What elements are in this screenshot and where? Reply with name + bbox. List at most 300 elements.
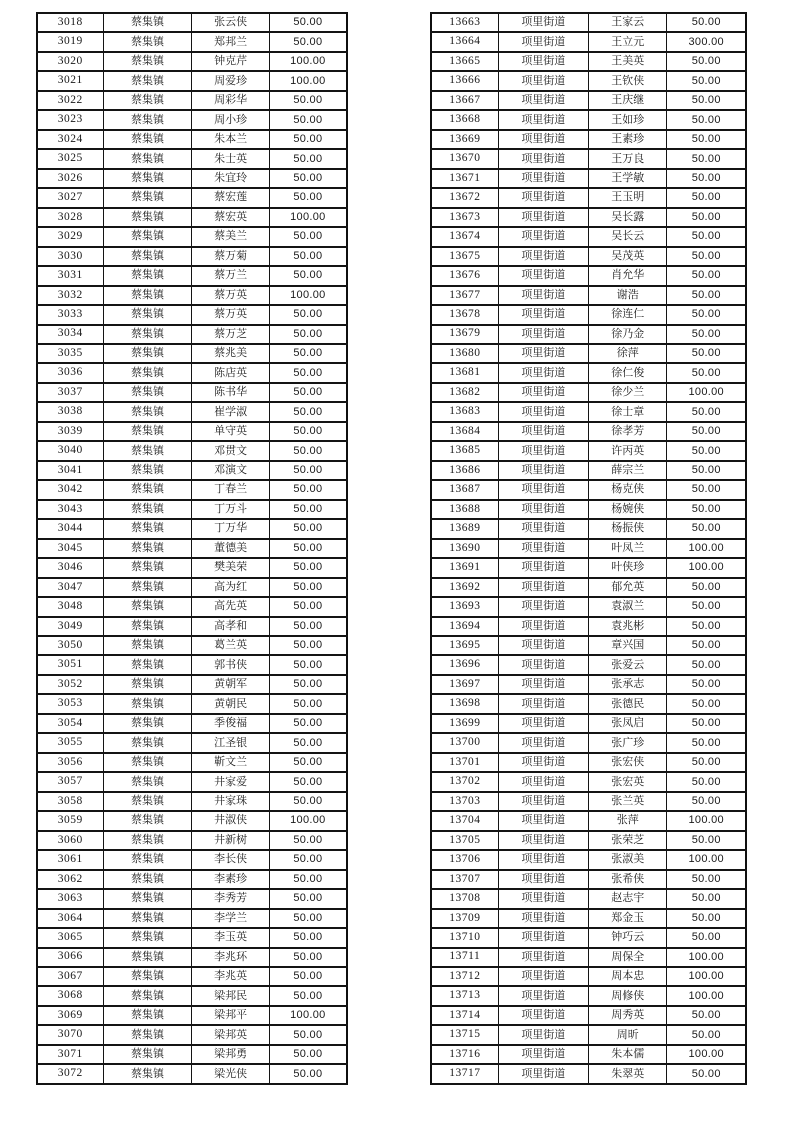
cell-name: 丁万斗 [192,500,269,519]
cell-id: 3024 [37,130,103,149]
table-row [37,363,347,382]
cell-region: 项里街道 [498,480,588,499]
cell-region: 项里街道 [498,558,588,577]
table-row [431,363,746,382]
cell-id: 13687 [431,480,498,499]
cell-amount: 50.00 [667,597,746,616]
table-row [431,130,746,149]
cell-name: 井家珠 [192,792,269,811]
table-row [431,286,746,305]
cell-amount: 50.00 [667,617,746,636]
cell-amount: 50.00 [269,792,347,811]
cell-region: 蔡集镇 [103,597,192,616]
cell-name: 井家爱 [192,772,269,791]
cell-region: 项里街道 [498,1006,588,1025]
cell-name: 梁光侠 [192,1064,269,1084]
cell-id: 3026 [37,169,103,188]
table-row [37,71,347,90]
cell-region: 蔡集镇 [103,831,192,850]
cell-name: 单守英 [192,422,269,441]
cell-amount: 50.00 [667,227,746,246]
cell-amount: 50.00 [269,928,347,947]
cell-region: 项里街道 [498,149,588,168]
cell-region: 项里街道 [498,188,588,207]
cell-id: 3057 [37,772,103,791]
table-row [431,71,746,90]
table-row [37,344,347,363]
cell-region: 项里街道 [498,208,588,227]
cell-region: 蔡集镇 [103,422,192,441]
table-row [37,32,347,51]
cell-name: 朱宜玲 [192,169,269,188]
cell-region: 蔡集镇 [103,286,192,305]
cell-region: 蔡集镇 [103,188,192,207]
cell-region: 项里街道 [498,363,588,382]
table-row [431,753,746,772]
cell-id: 3068 [37,986,103,1005]
cell-name: 崔学淑 [192,402,269,421]
cell-id: 13685 [431,441,498,460]
cell-id: 13713 [431,986,498,1005]
table-row [431,422,746,441]
table-row [431,694,746,713]
cell-region: 蔡集镇 [103,441,192,460]
cell-region: 蔡集镇 [103,792,192,811]
table-row [37,480,347,499]
cell-amount: 50.00 [269,578,347,597]
cell-name: 井新树 [192,831,269,850]
cell-amount: 50.00 [269,247,347,266]
table-row [37,13,347,32]
cell-name: 钟克芹 [192,52,269,71]
table-row [431,558,746,577]
cell-id: 13670 [431,149,498,168]
cell-name: 董德美 [192,539,269,558]
cell-name: 高为红 [192,578,269,597]
cell-id: 13666 [431,71,498,90]
table-row [37,1064,347,1084]
cell-region: 项里街道 [498,402,588,421]
cell-name: 周修侠 [588,986,667,1005]
cell-id: 13695 [431,636,498,655]
cell-region: 项里街道 [498,733,588,752]
cell-amount: 50.00 [667,363,746,382]
table-row [37,52,347,71]
cell-amount: 50.00 [269,948,347,967]
cell-id: 3071 [37,1045,103,1064]
cell-region: 项里街道 [498,753,588,772]
cell-region: 项里街道 [498,675,588,694]
cell-name: 蔡万菊 [192,247,269,266]
cell-id: 13700 [431,733,498,752]
cell-id: 3027 [37,188,103,207]
cell-region: 项里街道 [498,71,588,90]
cell-region: 蔡集镇 [103,986,192,1005]
table-row [37,1025,347,1044]
table-row [37,247,347,266]
cell-amount: 100.00 [667,850,746,869]
cell-amount: 100.00 [667,967,746,986]
cell-id: 3030 [37,247,103,266]
cell-amount: 50.00 [269,13,347,32]
table-row [431,811,746,830]
cell-region: 蔡集镇 [103,948,192,967]
cell-amount: 50.00 [269,850,347,869]
cell-name: 杨振侠 [588,519,667,538]
table-row [37,948,347,967]
cell-amount: 100.00 [269,52,347,71]
cell-name: 张宏侠 [588,753,667,772]
cell-id: 3036 [37,363,103,382]
cell-name: 樊美荣 [192,558,269,577]
cell-region: 蔡集镇 [103,850,192,869]
table-row [37,500,347,519]
cell-region: 蔡集镇 [103,539,192,558]
cell-amount: 100.00 [269,1006,347,1025]
cell-id: 13715 [431,1025,498,1044]
cell-amount: 50.00 [269,694,347,713]
table-row [37,986,347,1005]
table-row [431,792,746,811]
cell-name: 周本忠 [588,967,667,986]
cell-amount: 100.00 [269,208,347,227]
cell-id: 13667 [431,91,498,110]
cell-id: 13701 [431,753,498,772]
cell-name: 张德民 [588,694,667,713]
cell-region: 蔡集镇 [103,110,192,129]
cell-region: 蔡集镇 [103,811,192,830]
table-row [431,110,746,129]
cell-name: 丁春兰 [192,480,269,499]
cell-id: 13675 [431,247,498,266]
cell-name: 叶凤兰 [588,539,667,558]
table-row [37,792,347,811]
cell-region: 蔡集镇 [103,928,192,947]
cell-amount: 50.00 [269,227,347,246]
cell-name: 李玉英 [192,928,269,947]
cell-amount: 50.00 [667,714,746,733]
cell-id: 13705 [431,831,498,850]
table-row [431,441,746,460]
cell-region: 项里街道 [498,441,588,460]
cell-amount: 100.00 [667,558,746,577]
cell-name: 吴长云 [588,227,667,246]
table-row [37,539,347,558]
table-row [431,539,746,558]
cell-region: 项里街道 [498,286,588,305]
cell-name: 蔡万英 [192,305,269,324]
cell-name: 徐连仁 [588,305,667,324]
cell-id: 13693 [431,597,498,616]
cell-amount: 50.00 [269,500,347,519]
cell-amount: 50.00 [667,909,746,928]
cell-id: 3052 [37,675,103,694]
cell-id: 13716 [431,1045,498,1064]
cell-amount: 50.00 [667,1025,746,1044]
cell-name: 高孝和 [192,617,269,636]
cell-amount: 50.00 [269,1045,347,1064]
cell-amount: 50.00 [667,402,746,421]
cell-id: 13664 [431,32,498,51]
cell-region: 蔡集镇 [103,1025,192,1044]
cell-id: 3039 [37,422,103,441]
cell-region: 蔡集镇 [103,149,192,168]
cell-region: 项里街道 [498,850,588,869]
table-row [37,772,347,791]
table-row [37,733,347,752]
cell-name: 杨克侠 [588,480,667,499]
cell-id: 13704 [431,811,498,830]
cell-amount: 50.00 [269,480,347,499]
cell-amount: 50.00 [269,305,347,324]
cell-region: 项里街道 [498,1064,588,1084]
table-row [37,655,347,674]
cell-id: 3045 [37,539,103,558]
cell-id: 13706 [431,850,498,869]
cell-region: 蔡集镇 [103,130,192,149]
cell-name: 李长侠 [192,850,269,869]
cell-region: 项里街道 [498,247,588,266]
cell-name: 王学敏 [588,169,667,188]
cell-name: 张承志 [588,675,667,694]
table-row [431,52,746,71]
cell-id: 13691 [431,558,498,577]
cell-id: 13683 [431,402,498,421]
cell-amount: 50.00 [269,1025,347,1044]
cell-name: 靳文兰 [192,753,269,772]
cell-id: 3051 [37,655,103,674]
table-row [431,305,746,324]
table-row [431,772,746,791]
cell-region: 蔡集镇 [103,227,192,246]
cell-name: 周小珍 [192,110,269,129]
cell-id: 3018 [37,13,103,32]
cell-region: 项里街道 [498,617,588,636]
table-row [431,208,746,227]
cell-name: 袁兆彬 [588,617,667,636]
cell-id: 13663 [431,13,498,32]
cell-id: 3063 [37,889,103,908]
cell-amount: 50.00 [667,792,746,811]
cell-id: 13697 [431,675,498,694]
cell-region: 蔡集镇 [103,733,192,752]
table-row [431,675,746,694]
cell-region: 蔡集镇 [103,675,192,694]
cell-id: 3025 [37,149,103,168]
cell-region: 蔡集镇 [103,363,192,382]
table-row [37,383,347,402]
table-row [37,928,347,947]
table-row [37,461,347,480]
cell-region: 项里街道 [498,1025,588,1044]
cell-name: 周彩华 [192,91,269,110]
table-row [431,655,746,674]
cell-amount: 50.00 [269,733,347,752]
table-row [431,928,746,947]
cell-name: 张广珍 [588,733,667,752]
cell-id: 13669 [431,130,498,149]
cell-amount: 50.00 [667,305,746,324]
cell-region: 项里街道 [498,870,588,889]
cell-amount: 100.00 [269,286,347,305]
cell-amount: 100.00 [269,71,347,90]
cell-name: 郑邦兰 [192,32,269,51]
table-row [37,325,347,344]
cell-name: 杨婉侠 [588,500,667,519]
table-row [431,1006,746,1025]
cell-amount: 50.00 [667,286,746,305]
cell-region: 蔡集镇 [103,52,192,71]
table-row [37,1045,347,1064]
cell-amount: 50.00 [667,889,746,908]
cell-region: 项里街道 [498,227,588,246]
cell-id: 13686 [431,461,498,480]
cell-id: 3041 [37,461,103,480]
cell-id: 3049 [37,617,103,636]
cell-name: 张爱云 [588,655,667,674]
cell-amount: 50.00 [667,149,746,168]
cell-name: 朱士英 [192,149,269,168]
cell-amount: 50.00 [667,675,746,694]
cell-amount: 50.00 [269,91,347,110]
cell-region: 蔡集镇 [103,967,192,986]
table-row [431,402,746,421]
table-row [431,266,746,285]
cell-name: 张希侠 [588,870,667,889]
cell-amount: 50.00 [667,772,746,791]
cell-name: 蔡宏英 [192,208,269,227]
cell-id: 3065 [37,928,103,947]
cell-amount: 50.00 [667,753,746,772]
cell-id: 3029 [37,227,103,246]
cell-amount: 100.00 [269,811,347,830]
cell-region: 蔡集镇 [103,694,192,713]
cell-name: 葛兰英 [192,636,269,655]
cell-amount: 100.00 [667,539,746,558]
cell-region: 蔡集镇 [103,13,192,32]
cell-name: 王庆继 [588,91,667,110]
table-row [37,422,347,441]
cell-id: 3061 [37,850,103,869]
cell-id: 3056 [37,753,103,772]
cell-amount: 50.00 [667,130,746,149]
cell-region: 项里街道 [498,792,588,811]
cell-region: 蔡集镇 [103,325,192,344]
cell-amount: 50.00 [667,247,746,266]
cell-region: 项里街道 [498,169,588,188]
cell-amount: 50.00 [667,461,746,480]
cell-name: 张云侠 [192,13,269,32]
table-row [37,714,347,733]
cell-name: 周爱珍 [192,71,269,90]
cell-name: 梁邦平 [192,1006,269,1025]
cell-amount: 50.00 [269,130,347,149]
table-row [37,1006,347,1025]
cell-id: 13690 [431,539,498,558]
cell-id: 13703 [431,792,498,811]
cell-name: 周保全 [588,948,667,967]
cell-id: 3046 [37,558,103,577]
cell-id: 13708 [431,889,498,908]
cell-name: 陈店英 [192,363,269,382]
cell-id: 3066 [37,948,103,967]
cell-name: 朱本兰 [192,130,269,149]
cell-id: 3064 [37,909,103,928]
cell-id: 13688 [431,500,498,519]
cell-amount: 50.00 [269,188,347,207]
table-row [431,91,746,110]
table-row [431,480,746,499]
cell-amount: 50.00 [667,928,746,947]
cell-name: 李兆英 [192,967,269,986]
cell-id: 13671 [431,169,498,188]
table-row [431,227,746,246]
cell-region: 项里街道 [498,1045,588,1064]
payment-table-left [36,12,348,1085]
cell-name: 江圣银 [192,733,269,752]
cell-region: 项里街道 [498,32,588,51]
cell-region: 项里街道 [498,266,588,285]
cell-name: 张淑美 [588,850,667,869]
cell-id: 13689 [431,519,498,538]
cell-region: 蔡集镇 [103,247,192,266]
table-row [431,986,746,1005]
cell-name: 张宏英 [588,772,667,791]
cell-amount: 50.00 [269,753,347,772]
cell-amount: 50.00 [269,110,347,129]
cell-id: 13711 [431,948,498,967]
cell-amount: 50.00 [667,500,746,519]
cell-region: 项里街道 [498,694,588,713]
cell-region: 项里街道 [498,422,588,441]
cell-amount: 50.00 [269,402,347,421]
cell-id: 13696 [431,655,498,674]
table-row [37,208,347,227]
cell-region: 项里街道 [498,461,588,480]
cell-name: 李素珍 [192,870,269,889]
table-row [37,967,347,986]
cell-amount: 100.00 [667,948,746,967]
cell-name: 蔡万芝 [192,325,269,344]
cell-region: 项里街道 [498,13,588,32]
table-row [431,617,746,636]
cell-amount: 50.00 [269,675,347,694]
cell-region: 项里街道 [498,344,588,363]
table-row [431,519,746,538]
cell-amount: 50.00 [269,325,347,344]
cell-id: 3043 [37,500,103,519]
cell-amount: 50.00 [667,52,746,71]
cell-id: 3060 [37,831,103,850]
cell-amount: 50.00 [269,889,347,908]
cell-amount: 50.00 [269,461,347,480]
cell-id: 3021 [37,71,103,90]
table-row [37,227,347,246]
table-row [431,870,746,889]
cell-name: 徐少兰 [588,383,667,402]
cell-id: 3031 [37,266,103,285]
table-row [37,110,347,129]
cell-amount: 100.00 [667,811,746,830]
cell-id: 13712 [431,967,498,986]
cell-name: 张荣芝 [588,831,667,850]
cell-amount: 50.00 [269,986,347,1005]
cell-name: 李学兰 [192,909,269,928]
table-row [37,870,347,889]
cell-region: 项里街道 [498,928,588,947]
cell-amount: 50.00 [269,636,347,655]
table-row [37,694,347,713]
